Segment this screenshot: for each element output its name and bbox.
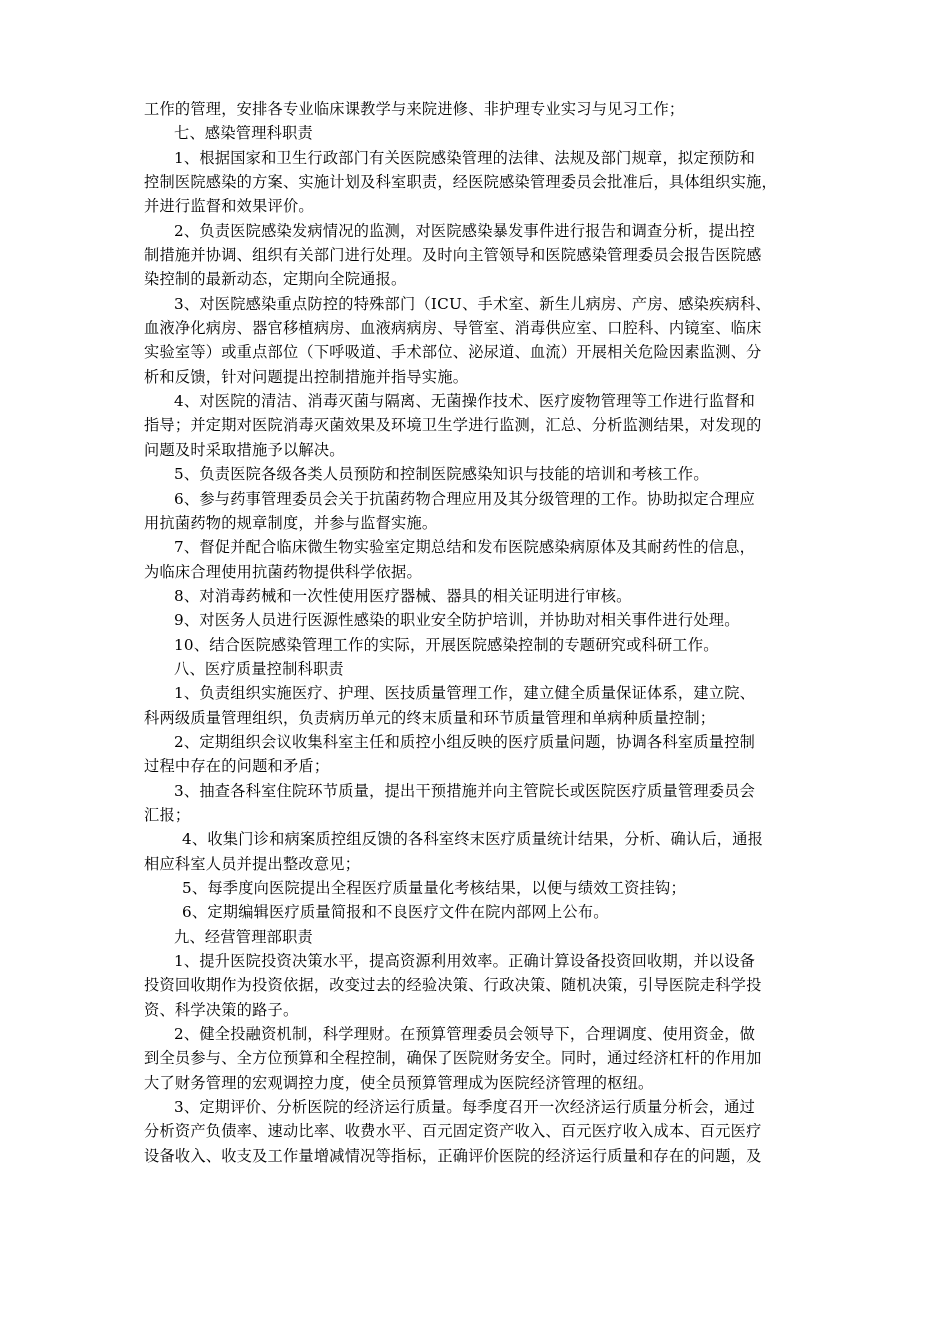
- text-line: 3、定期评价、分析医院的经济运行质量。每季度召开一次经济运行质量分析会，通过: [174, 1098, 756, 1117]
- text-line: 4、收集门诊和病案质控组反馈的各科室终末医疗质量统计结果，分析、确认后，通报: [182, 830, 764, 849]
- text-line: 1、提升医院投资决策水平，提高资源利用效率。正确计算设备投资回收期，并以设备: [174, 952, 756, 971]
- text-line: 6、参与药事管理委员会关于抗菌药物合理应用及其分级管理的工作。协助拟定合理应: [174, 489, 756, 508]
- text-line: 5、每季度向医院提出全程医疗质量量化考核结果，以便与绩效工资挂钩；: [182, 879, 686, 897]
- text-line: 10、结合医院感染管理工作的实际，开展医院感染控制的专题研究或科研工作。: [174, 635, 719, 654]
- text-line: 血液净化病房、器官移植病房、血液病病房、导管室、消毒供应室、口腔科、内镜室、临床: [144, 319, 762, 338]
- text-line: 投资回收期作为投资依据，改变过去的经验决策、行政决策、随机决策，引导医院走科学投: [144, 976, 762, 995]
- text-line: 分析资产负债率、速动比率、收费水平、百元固定资产收入、百元医疗收入成本、百元医疗: [144, 1122, 762, 1141]
- text-line: 7、督促并配合临床微生物实验室定期总结和发布医院感染病原体及其耐药性的信息，: [174, 538, 756, 557]
- text-line: 资、科学决策的路子。: [144, 1000, 299, 1019]
- document-page: [144, 97, 814, 1168]
- text-line: 制措施并协调、组织有关部门进行处理。及时向主管领导和医院感染管理委员会报告医院感: [144, 246, 762, 265]
- text-line: 过程中存在的问题和矛盾；: [144, 757, 330, 776]
- text-line: 指导；并定期对医院消毒灭菌效果及环境卫生学进行监测，汇总、分析监测结果，对发现的: [144, 416, 762, 435]
- text-line: 2、健全投融资机制，科学理财。在预算管理委员会领导下，合理调度、使用资金，做: [174, 1025, 756, 1044]
- text-line: 8、对消毒药械和一次性使用医疗器械、器具的相关证明进行审核。: [174, 586, 632, 605]
- text-line: 4、对医院的清洁、消毒灭菌与隔离、无菌操作技术、医疗废物管理等工作进行监督和: [174, 392, 756, 411]
- text-line: 实验室等）或重点部位（下呼吸道、手术部位、泌尿道、血流）开展相关危险因素监测、分: [144, 343, 762, 362]
- text-line: 控制医院感染的方案、实施计划及科室职责，经医院感染管理委员会批准后，具体组织实施，: [144, 173, 777, 192]
- text-line: 5、负责医院各级各类人员预防和控制医院感染知识与技能的培训和考核工作。: [174, 465, 709, 484]
- text-line: 相应科室人员并提出整改意见；: [144, 854, 361, 873]
- text-line: 九、经营管理部职责: [174, 927, 313, 946]
- text-line: 并进行监督和效果评价。: [144, 197, 314, 216]
- text-line: 2、定期组织会议收集科室主任和质控小组反映的医疗质量问题，协调各科室质量控制: [174, 732, 756, 751]
- text-line: 到全员参与、全方位预算和全程控制，确保了医院财务安全。同时，通过经济杠杆的作用加: [144, 1049, 762, 1068]
- text-line: 设备收入、收支及工作量增减情况等指标，正确评价医院的经济运行质量和存在的问题，及: [144, 1146, 762, 1165]
- text-line: 染控制的最新动态，定期向全院通报。: [144, 270, 407, 289]
- text-line: 八、医疗质量控制科职责: [174, 659, 344, 678]
- text-line: 七、感染管理科职责: [174, 124, 313, 143]
- text-line: 9、对医务人员进行医源性感染的职业安全防护培训，并协助对相关事件进行处理。: [174, 611, 740, 630]
- text-line: 3、抽查各科室住院环节质量，提出干预措施并向主管院长或医院医疗质量管理委员会: [174, 781, 756, 800]
- text-line: 6、定期编辑医疗质量简报和不良医疗文件在院内部网上公布。: [182, 903, 609, 922]
- text-line: 工作的管理，安排各专业临床课教学与来院进修、非护理专业实习与见习工作；: [144, 100, 685, 118]
- text-line: 用抗菌药物的规章制度，并参与监督实施。: [144, 513, 438, 532]
- text-line: 汇报；: [144, 805, 191, 824]
- text-line: 大了财务管理的宏观调控力度，使全员预算管理成为医院经济管理的枢纽。: [144, 1073, 654, 1092]
- text-line: 科两级质量管理组织，负责病历单元的终末质量和环节质量管理和单病种质量控制；: [144, 708, 716, 727]
- text-line: 1、负责组织实施医疗、护理、医技质量管理工作，建立健全质量保证体系，建立院、: [174, 684, 756, 703]
- text-line: 2、负责医院感染发病情况的监测，对医院感染暴发事件进行报告和调查分析，提出控: [174, 221, 756, 240]
- text-line: 为临床合理使用抗菌药物提供科学依据。: [144, 562, 422, 581]
- text-line: 问题及时采取措施予以解决。: [144, 440, 345, 459]
- text-line: 1、根据国家和卫生行政部门有关医院感染管理的法律、法规及部门规章，拟定预防和: [174, 148, 756, 167]
- text-line: 析和反馈，针对问题提出控制措施并指导实施。: [144, 367, 469, 386]
- text-line: 3、对医院感染重点防控的特殊部门（ICU、手术室、新生儿病房、产房、感染疾病科、: [174, 294, 771, 313]
